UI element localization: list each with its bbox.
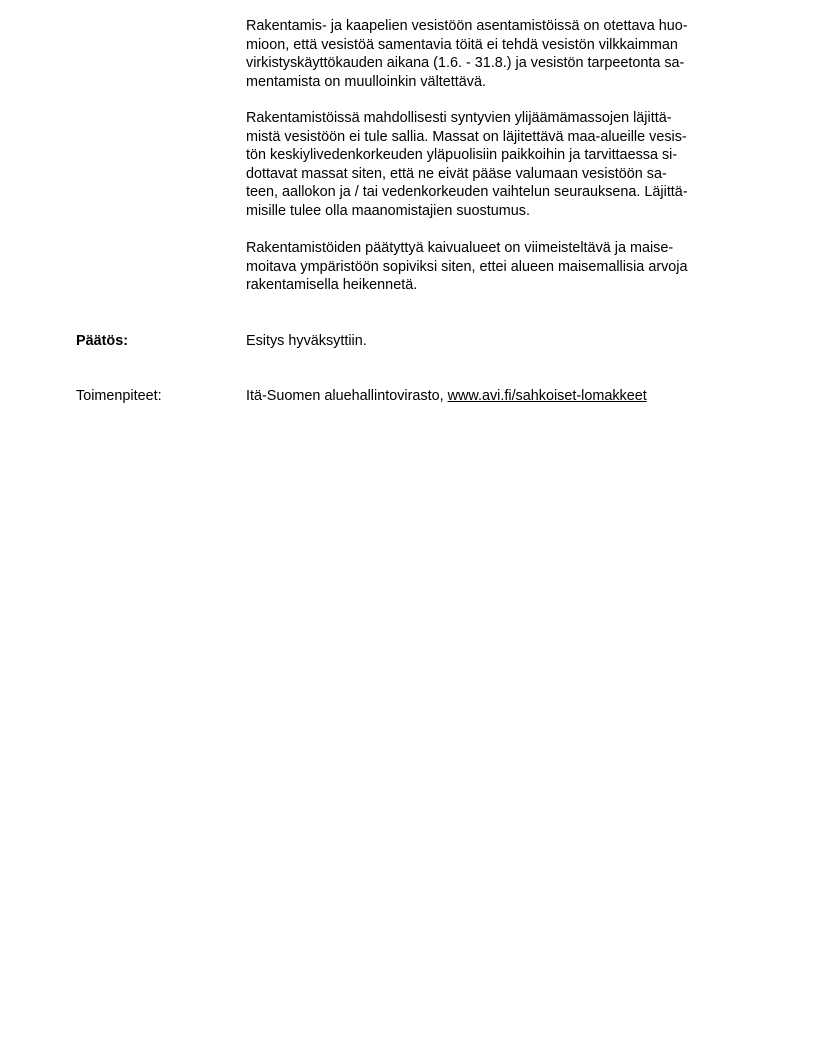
electronic-forms-link[interactable]: www.avi.fi/sahkoiset-lomakkeet [447,388,647,404]
paragraph-line: rakentamisella heikennetä. [246,277,418,294]
paragraph-line: mentamista on muulloinkin vältettävä. [246,73,486,90]
paragraph-line: virkistyskäyttökauden aikana (1.6. - 31.8.) ja vesistön tarpeetonta sa- [246,55,685,72]
paragraph-line: teen, aallokon ja / tai vedenkorkeuden vaihtelun seurauksena. Läjittä- [246,184,688,201]
decision-value: Esitys hyväksyttiin. [246,333,367,349]
paragraph-line: moitava ympäristöön sopiviksi siten, ettei alueen maisemallisia arvoja [246,258,688,275]
decision-label: Päätös: [76,333,128,349]
paragraph-surplus-masses [246,109,746,221]
paragraph-line: mioon, että vesistöä samentavia töitä ei tehdä vesistön vilkkaimman [246,36,678,53]
paragraph-line: tön keskiylivedenkorkeuden yläpuolisiin paikkoihin ja tarvittaessa si- [246,147,678,164]
paragraph-line: Rakentamistöissä mahdollisesti syntyvien ylijäämämassojen läjittä- [246,110,672,126]
paragraph-landscaping [246,239,746,295]
paragraph-construction-works [246,17,746,91]
paragraph-line: misille tulee olla maanomistajien suostumus. [246,202,530,219]
paragraph-line: Rakentamis- ja kaapelien vesistöön asentamistöissä on otettava huo- [246,18,688,34]
paragraph-line: mistä vesistöön ei tule sallia. Massat on läjitettävä maa-alueille vesis- [246,128,687,145]
actions-value [246,387,647,406]
paragraph-line: Rakentamistöiden päätyttyä kaivualueet on viimeisteltävä ja maise- [246,240,674,256]
actions-recipient: Itä-Suomen aluehallintovirasto, [246,388,448,404]
actions-label: Toimenpiteet: [76,388,162,404]
paragraph-line: dottavat massat siten, että ne eivät pääse valumaan vesistöön sa- [246,165,667,182]
